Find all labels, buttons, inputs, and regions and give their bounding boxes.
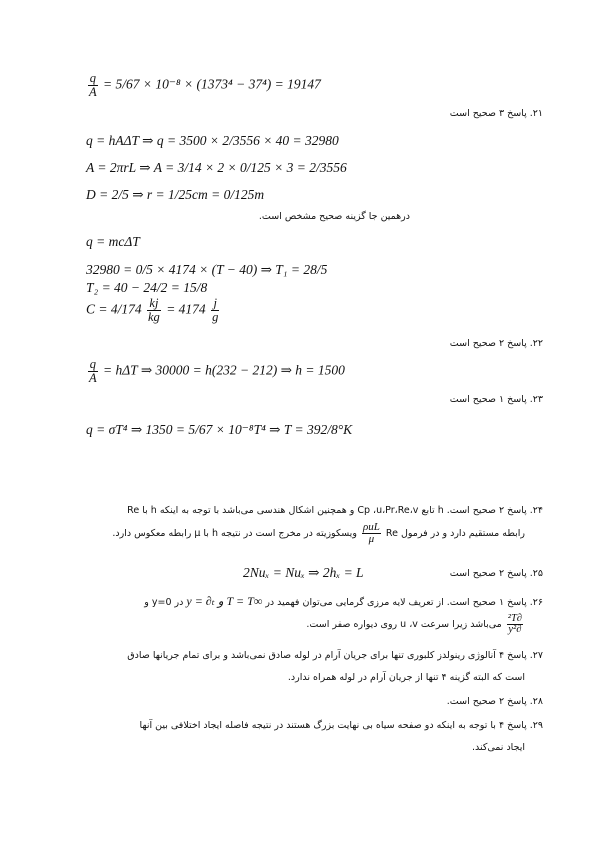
answer-24 bbox=[58, 500, 543, 545]
fraction-kj-kg: $\frac{kj}{kg}$ bbox=[148, 296, 160, 324]
answer-text-line2b: ویسکوزیته در مخرج است در نتیجه h با μ رابطه معکوس دارد. bbox=[112, 528, 357, 539]
equation-area: A = 2πrL ⇒ A = 3/14 × 2 × 0/125 × 3 = 2/3556 bbox=[86, 160, 347, 175]
answer-number: ۲۵. bbox=[529, 568, 543, 579]
answer-text-line2: است که البته گزینه ۴ تنها از جریان آرام در لوله همراه ندارد. bbox=[287, 672, 525, 683]
answer-number: ۲۸. bbox=[529, 696, 543, 707]
answer-23 bbox=[123, 389, 543, 411]
note-correct-option: درهمین جا گزینه صحیح مشخص است. bbox=[258, 211, 410, 222]
answer-text: پاسخ ۲ صحیح است bbox=[449, 568, 527, 579]
answer-21 bbox=[123, 103, 543, 125]
equation-nusselt: 2Nuₓ = Nuₓ ⇒ 2hₓ = L bbox=[243, 565, 364, 580]
equation-rhs: = 5/67 × 10⁻⁸ × (1373⁴ − 37⁴) = 19147 bbox=[103, 76, 321, 92]
answer-number: ۲۶. bbox=[529, 597, 543, 608]
answer-25 bbox=[383, 563, 543, 585]
equation-heat-transfer-coefficient bbox=[86, 358, 345, 385]
answer-29 bbox=[58, 715, 543, 759]
answer-number: ۲۲. bbox=[529, 338, 543, 349]
equation-diameter: D = 2/5 ⇒ r = 1/25cm = 0/125m bbox=[86, 187, 265, 202]
answer-27 bbox=[58, 645, 543, 689]
answer-22 bbox=[123, 333, 543, 355]
answer-text: پاسخ ۱ صحیح است bbox=[449, 394, 527, 405]
equation-temperature-2: T₂ = 40 − 24/2 = 15/8 bbox=[86, 280, 208, 295]
fraction-q-over-a: $\frac{q}{A}$ bbox=[89, 71, 97, 99]
equation-rhs: = hΔT ⇒ 30000 = h(232 − 212) ⇒ h = 1500 bbox=[103, 362, 345, 378]
answer-text-line1b: در y=0 و bbox=[144, 597, 184, 608]
equation-temperature-1: 32980 = 0/5 × 4174 × (T − 40) ⇒ T₁ = 28/5 bbox=[86, 262, 328, 277]
answer-number: ۲۳. bbox=[529, 394, 543, 405]
fraction-q-over-a: $\frac{q}{A}$ bbox=[89, 357, 97, 385]
answer-number: ۲۴. bbox=[529, 505, 543, 516]
equation-boundary-y: y = ∂ₜ bbox=[186, 594, 215, 608]
second-derivative-fraction: $\frac{\text{∂²T}}{\text{∂y²}}$ bbox=[507, 613, 522, 635]
equation-boundary-t: و T = T∞ bbox=[217, 594, 263, 608]
reynolds-fraction: $\frac{\text{ρuL}}{\mu}$ bbox=[362, 521, 380, 545]
answer-text-line1: پاسخ ۱ صحیح است. از تعریف لایه مرزی گرمایی می‌توان فهمید در bbox=[265, 597, 527, 608]
equation-radiation-flux bbox=[86, 72, 321, 99]
equation-mcdt: q = mcΔT bbox=[86, 234, 140, 249]
answer-text-line2: ایجاد نمی‌کند. bbox=[471, 742, 525, 753]
answer-text-line1: پاسخ ۴ آنالوژی رینولدز کلبوری تنها برای جریان آرام در لوله صادق نمی‌باشد و برای تمام جریانها صادق bbox=[127, 650, 527, 661]
answer-26 bbox=[58, 590, 543, 635]
answer-text: پاسخ ۳ صحیح است bbox=[449, 108, 527, 119]
fraction-j-g: $\frac{j}{g}$ bbox=[212, 296, 219, 324]
answer-number: ۲۷. bbox=[529, 650, 543, 661]
equation-convection-q: q = hAΔT ⇒ q = 3500 × 2/3556 × 40 = 32980 bbox=[86, 133, 339, 148]
equation-stefan-boltzmann: q = σT⁴ ⇒ 1350 = 5/67 × 10⁻⁸T⁴ ⇒ T = 392/8°K bbox=[86, 422, 353, 437]
answer-text: پاسخ ۲ صحیح است. bbox=[446, 696, 527, 707]
answer-text-line1: پاسخ ۲ صحیح است. h تابع Cp ،u،Pr،Re،v و همچنین اشکال هندسی می‌باشد با توجه به اینکه h با Re bbox=[127, 505, 527, 516]
answer-28 bbox=[58, 691, 543, 713]
answer-text-line1: پاسخ ۴ با توجه به اینکه دو صفحه سیاه بی نهایت بزرگ هستند در نتیجه فاصله ایجاد اختلافی بین آنها bbox=[139, 720, 527, 731]
equation-specific-heat: C = 4/174 $\frac{kj}{kg}$ = 4174 $\frac{j}{g}$ bbox=[86, 296, 219, 324]
answer-number: ۲۱. bbox=[529, 108, 543, 119]
answer-number: ۲۹. bbox=[529, 720, 543, 731]
answer-text-line2: رابطه مستقیم دارد و در فرمول Re bbox=[385, 528, 525, 539]
answer-text-line2: می‌باشد زیرا سرعت u ،v روی دیواره صفر است. bbox=[306, 619, 502, 630]
answer-text: پاسخ ۲ صحیح است bbox=[449, 338, 527, 349]
